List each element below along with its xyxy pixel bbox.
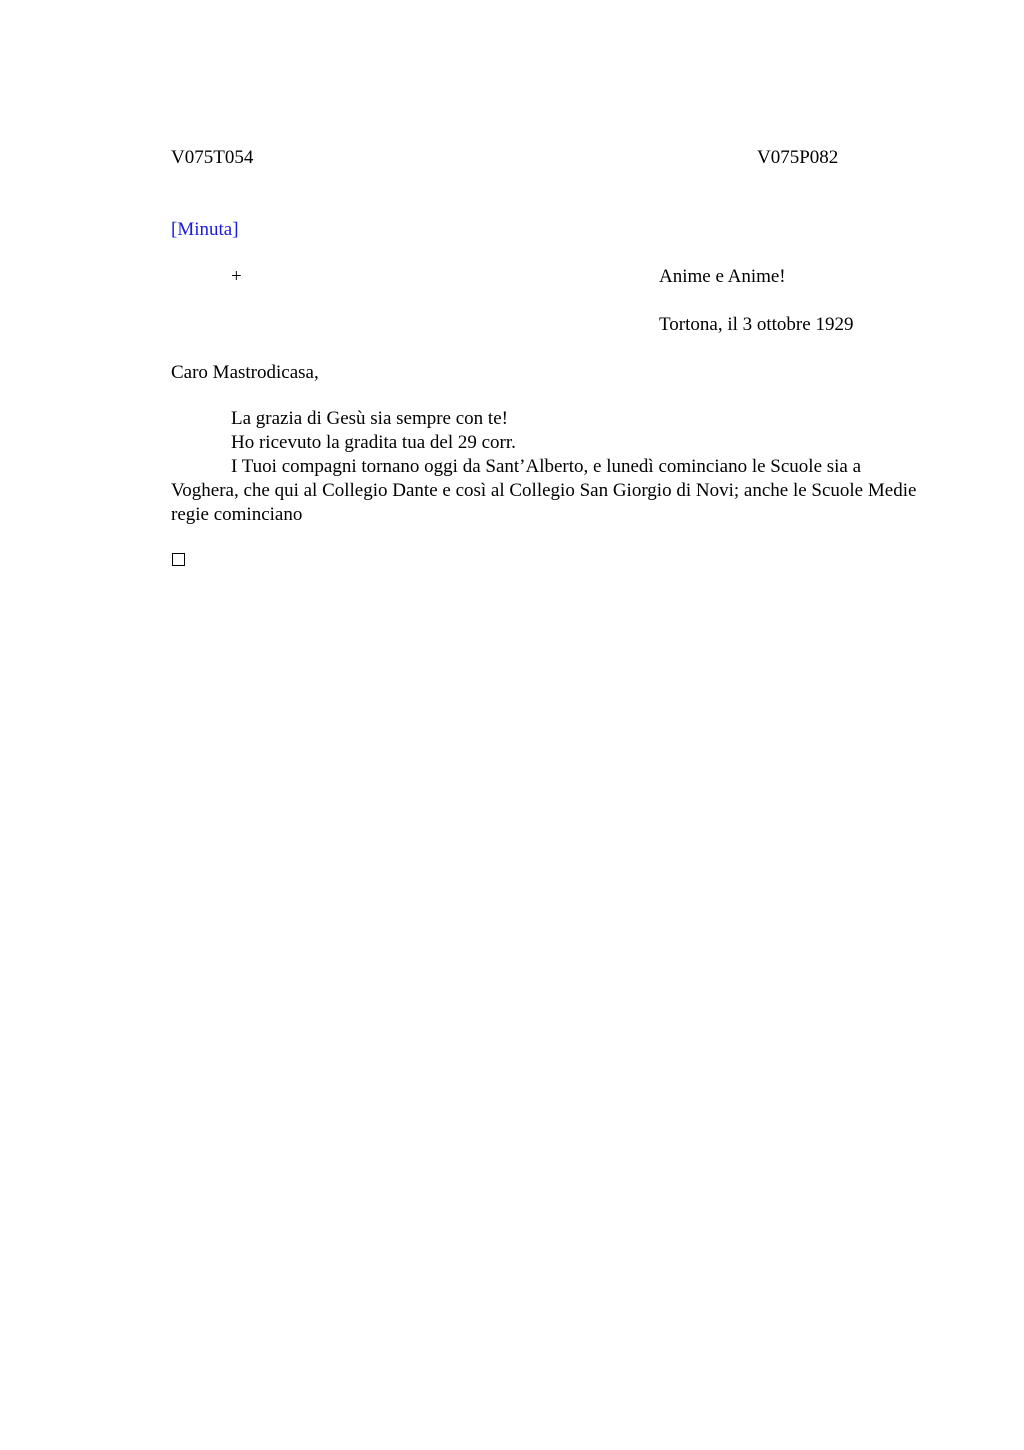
letter-body bbox=[171, 407, 931, 527]
cross-symbol: + bbox=[231, 266, 242, 287]
paragraph: I Tuoi compagni tornano oggi da Sant’Alberto, e lunedì cominciano le Scuole sia a Voghera, che qui al Collegio Dante e così al Collegio San Giorgio di Novi; anche le Scuole Medie regie cominciano bbox=[171, 456, 917, 525]
reference-code-right: V075P082 bbox=[757, 147, 839, 168]
motto: Anime e Anime! bbox=[659, 266, 786, 287]
paragraph: Ho ricevuto la gradita tua del 29 corr. bbox=[231, 432, 516, 453]
salutation: Caro Mastrodicasa, bbox=[171, 362, 319, 383]
reference-code-left: V075T054 bbox=[171, 147, 254, 168]
draft-note-label: [Minuta] bbox=[171, 219, 239, 240]
paragraph: La grazia di Gesù sia sempre con te! bbox=[231, 408, 508, 429]
place-date-line: Tortona, il 3 ottobre 1929 bbox=[659, 314, 854, 335]
square-outline-icon bbox=[172, 553, 185, 566]
